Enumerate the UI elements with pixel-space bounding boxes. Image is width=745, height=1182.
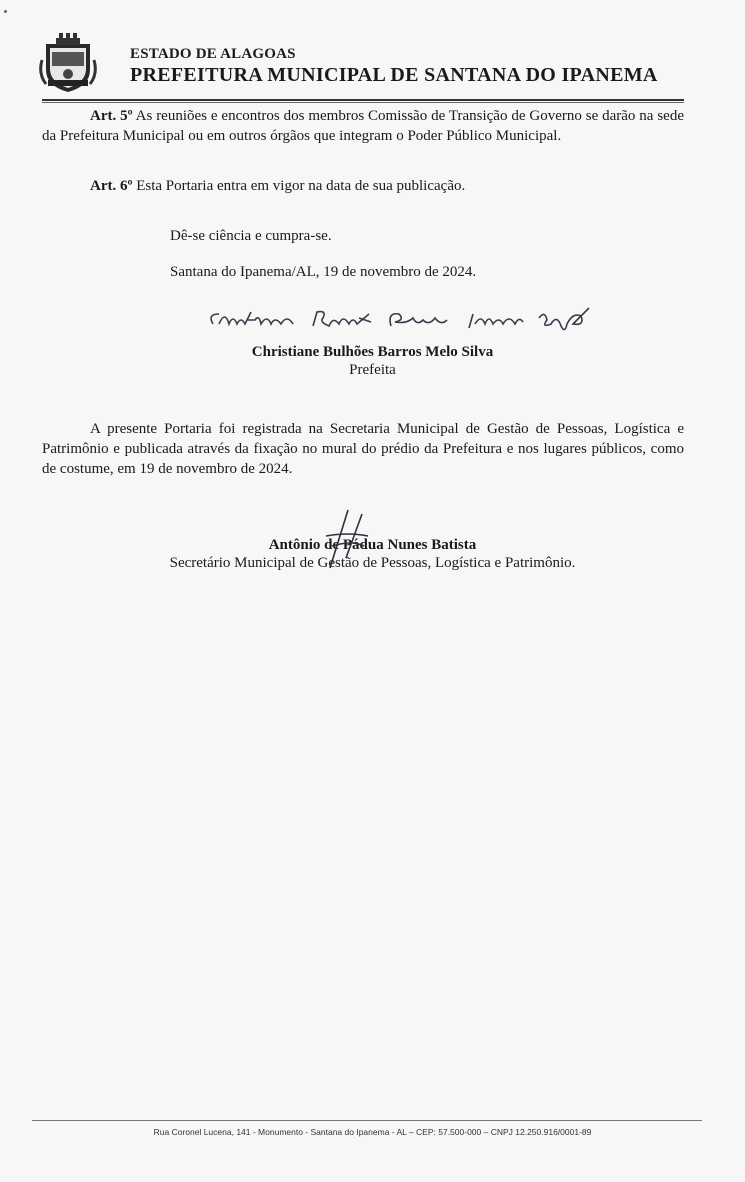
article-6 bbox=[42, 176, 684, 196]
header-divider-thin bbox=[42, 102, 684, 103]
article-5-text: As reuniões e encontros dos membros Comissão de Transição de Governo se darão na sede da Prefeitura Municipal ou em outros órgãos que integram o Poder Público Municipal. bbox=[42, 108, 684, 144]
handwritten-signature-2 bbox=[322, 506, 372, 574]
signer-2-role: Secretário Municipal de Gestão de Pessoas, Logística e Patrimônio. bbox=[169, 555, 576, 571]
signer-1-name: Christiane Bulhões Barros Melo Silva bbox=[251, 344, 494, 360]
footer-divider bbox=[32, 1120, 702, 1121]
article-5 bbox=[42, 106, 684, 146]
header-divider bbox=[42, 99, 684, 101]
closing-formula: Dê-se ciência e cumpra-se. bbox=[170, 228, 332, 244]
footer-address: Rua Coronel Lucena, 141 - Monumento - Santana do Ipanema - AL – CEP: 57.500-000 – CNPJ 12.250.916/0001-89 bbox=[153, 1127, 592, 1137]
article-6-text: Esta Portaria entra em vigor na data de sua publicação. bbox=[136, 178, 466, 194]
header-state: ESTADO DE ALAGOAS bbox=[130, 46, 296, 62]
article-5-label: Art. 5º bbox=[90, 108, 133, 124]
handwritten-signature-1 bbox=[205, 300, 595, 340]
scan-speck bbox=[4, 10, 7, 13]
signer-1-role: Prefeita bbox=[349, 362, 396, 378]
signer-2-name: Antônio de Pádua Nunes Batista bbox=[268, 537, 477, 553]
article-6-label: Art. 6º bbox=[90, 178, 133, 194]
municipal-crest-icon bbox=[38, 30, 98, 94]
header-city: PREFEITURA MUNICIPAL DE SANTANA DO IPANEMA bbox=[130, 64, 658, 86]
place-date: Santana do Ipanema/AL, 19 de novembro de 2024. bbox=[170, 264, 477, 280]
registration-paragraph: A presente Portaria foi registrada na Secretaria Municipal de Gestão de Pessoas, Logística e Patrimônio e publicada através da fixação no mural do prédio da Prefeitura e nos lugares públicos, como de costume, em 19 de novembro de 2024. bbox=[42, 421, 684, 477]
